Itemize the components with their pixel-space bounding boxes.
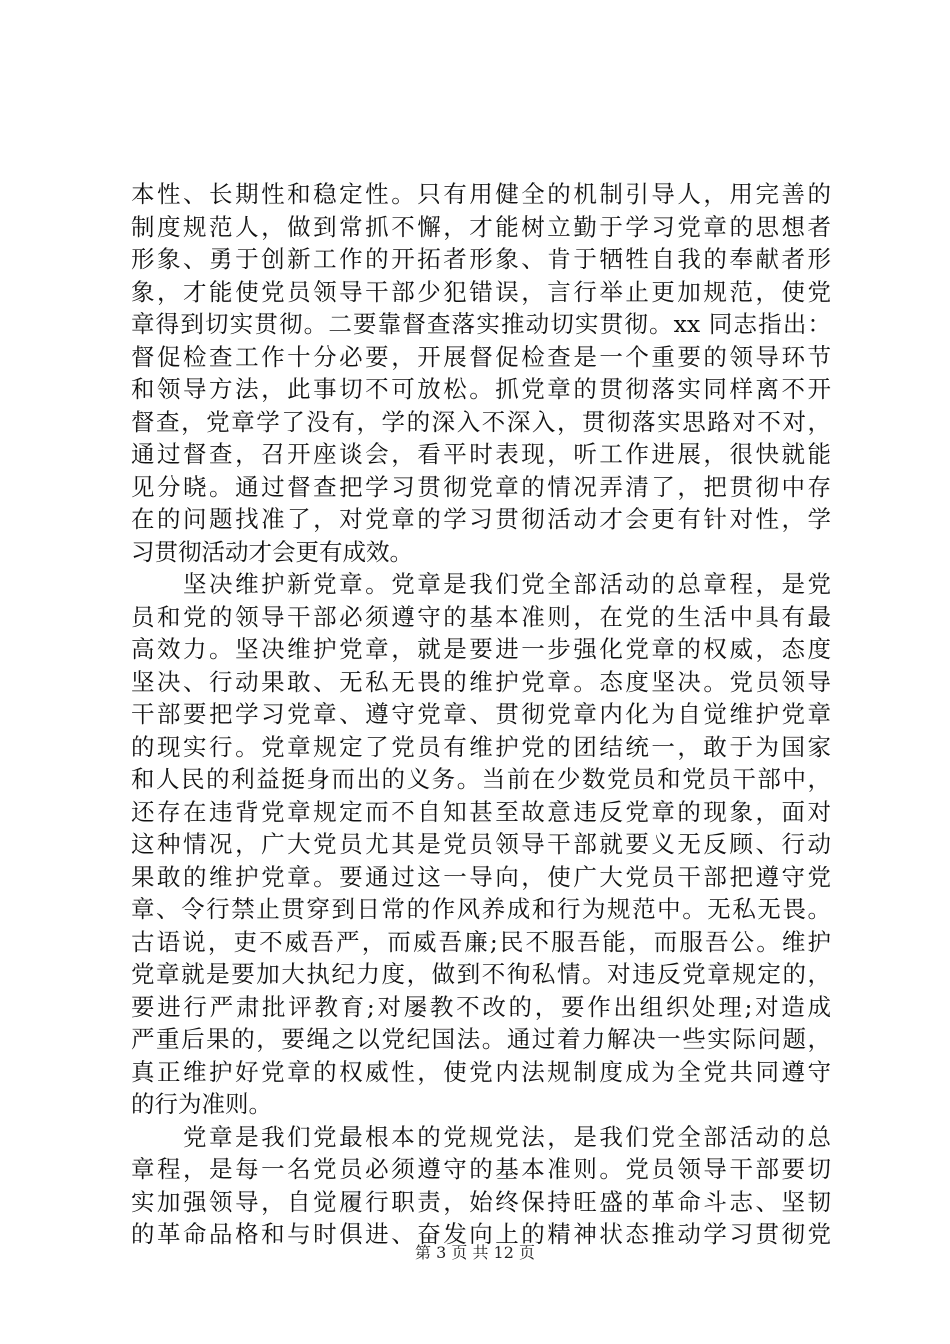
text-line: 在的问题找准了，对党章的学习贯彻活动才会更有针对性，学 <box>131 505 831 533</box>
page-footer: 第 3 页 共 12 页 <box>415 1243 535 1262</box>
text-line: 这种情况，广大党员尤其是党员领导干部就要义无反顾、行动 <box>131 830 831 858</box>
text-line: 章得到切实贯彻。二要靠督查落实推动切实贯彻。xx 同志指出： <box>131 310 831 338</box>
text-line: 见分晓。通过督查把学习贯彻党章的情况弄清了，把贯彻中存 <box>131 472 831 501</box>
text-line: 实加强领导，自觉履行职责，始终保持旺盛的革命斗志、坚韧 <box>131 1187 831 1216</box>
text-line: 果敢的维护党章。要通过这一导向，使广大党员干部把遵守党 <box>131 862 831 891</box>
text-line: 习贯彻活动才会更有成效。 <box>131 537 413 566</box>
text-line: 严重后果的，要绳之以党纪国法。通过着力解决一些实际问题， <box>131 1025 831 1053</box>
text-line: 制度规范人，做到常抓不懈，才能树立勤于学习党章的思想者 <box>131 212 831 241</box>
text-line: 坚决、行动果敢、无私无畏的维护党章。态度坚决。党员领导 <box>131 667 831 696</box>
text-line: 干部要把学习党章、遵守党章、贯彻党章内化为自觉维护党章 <box>131 700 831 728</box>
text-line: 形象、勇于创新工作的开拓者形象、肯于牺牲自我的奉献者形 <box>131 245 831 273</box>
text-line: 要进行严肃批评教育;对屡教不改的，要作出组织处理;对造成 <box>131 992 831 1021</box>
text-line: 员和党的领导干部必须遵守的基本准则，在党的生活中具有最 <box>131 602 831 631</box>
text-line: 督查，党章学了没有，学的深入不深入，贯彻落实思路对不对， <box>131 407 831 436</box>
text-line: 象，才能使党员领导干部少犯错误，言行举止更加规范，使党 <box>131 277 831 306</box>
text-line: 章程，是每一名党员必须遵守的基本准则。党员领导干部要切 <box>131 1155 831 1183</box>
text-line: 还存在违背党章规定而不自知甚至故意违反党章的现象，面对 <box>131 797 831 826</box>
text-line: 的行为准则。 <box>131 1090 272 1118</box>
text-line: 真正维护好党章的权威性，使党内法规制度成为全党共同遵守 <box>131 1057 831 1086</box>
text-line: 和人民的利益挺身而出的义务。当前在少数党员和党员干部中， <box>131 765 831 793</box>
text-line: 党章是我们党最根本的党规党法，是我们党全部活动的总 <box>131 1122 831 1151</box>
text-line: 和领导方法，此事切不可放松。抓党章的贯彻落实同样离不开 <box>131 375 831 403</box>
text-line: 高效力。坚决维护党章，就是要进一步强化党章的权威，态度 <box>131 635 831 663</box>
text-line: 党章就是要加大执纪力度，做到不徇私情。对违反党章规定的， <box>131 960 831 988</box>
document-body <box>131 178 831 1251</box>
text-line: 本性、长期性和稳定性。只有用健全的机制引导人，用完善的 <box>131 180 831 208</box>
text-line: 章、令行禁止贯穿到日常的作风养成和行为规范中。无私无畏。 <box>131 895 831 923</box>
text-line: 的现实行。党章规定了党员有维护党的团结统一，敢于为国家 <box>131 732 831 761</box>
text-line: 坚决维护新党章。党章是我们党全部活动的总章程，是党 <box>131 570 831 598</box>
text-line: 督促检查工作十分必要，开展督促检查是一个重要的领导环节 <box>131 342 831 371</box>
text-line: 的革命品格和与时俱进、奋发向上的精神状态推动学习贯彻党 <box>131 1220 831 1248</box>
text-line: 通过督查，召开座谈会，看平时表现，听工作进展，很快就能 <box>131 440 831 468</box>
text-line: 古语说，吏不威吾严，而威吾廉;民不服吾能，而服吾公。维护 <box>131 927 831 956</box>
